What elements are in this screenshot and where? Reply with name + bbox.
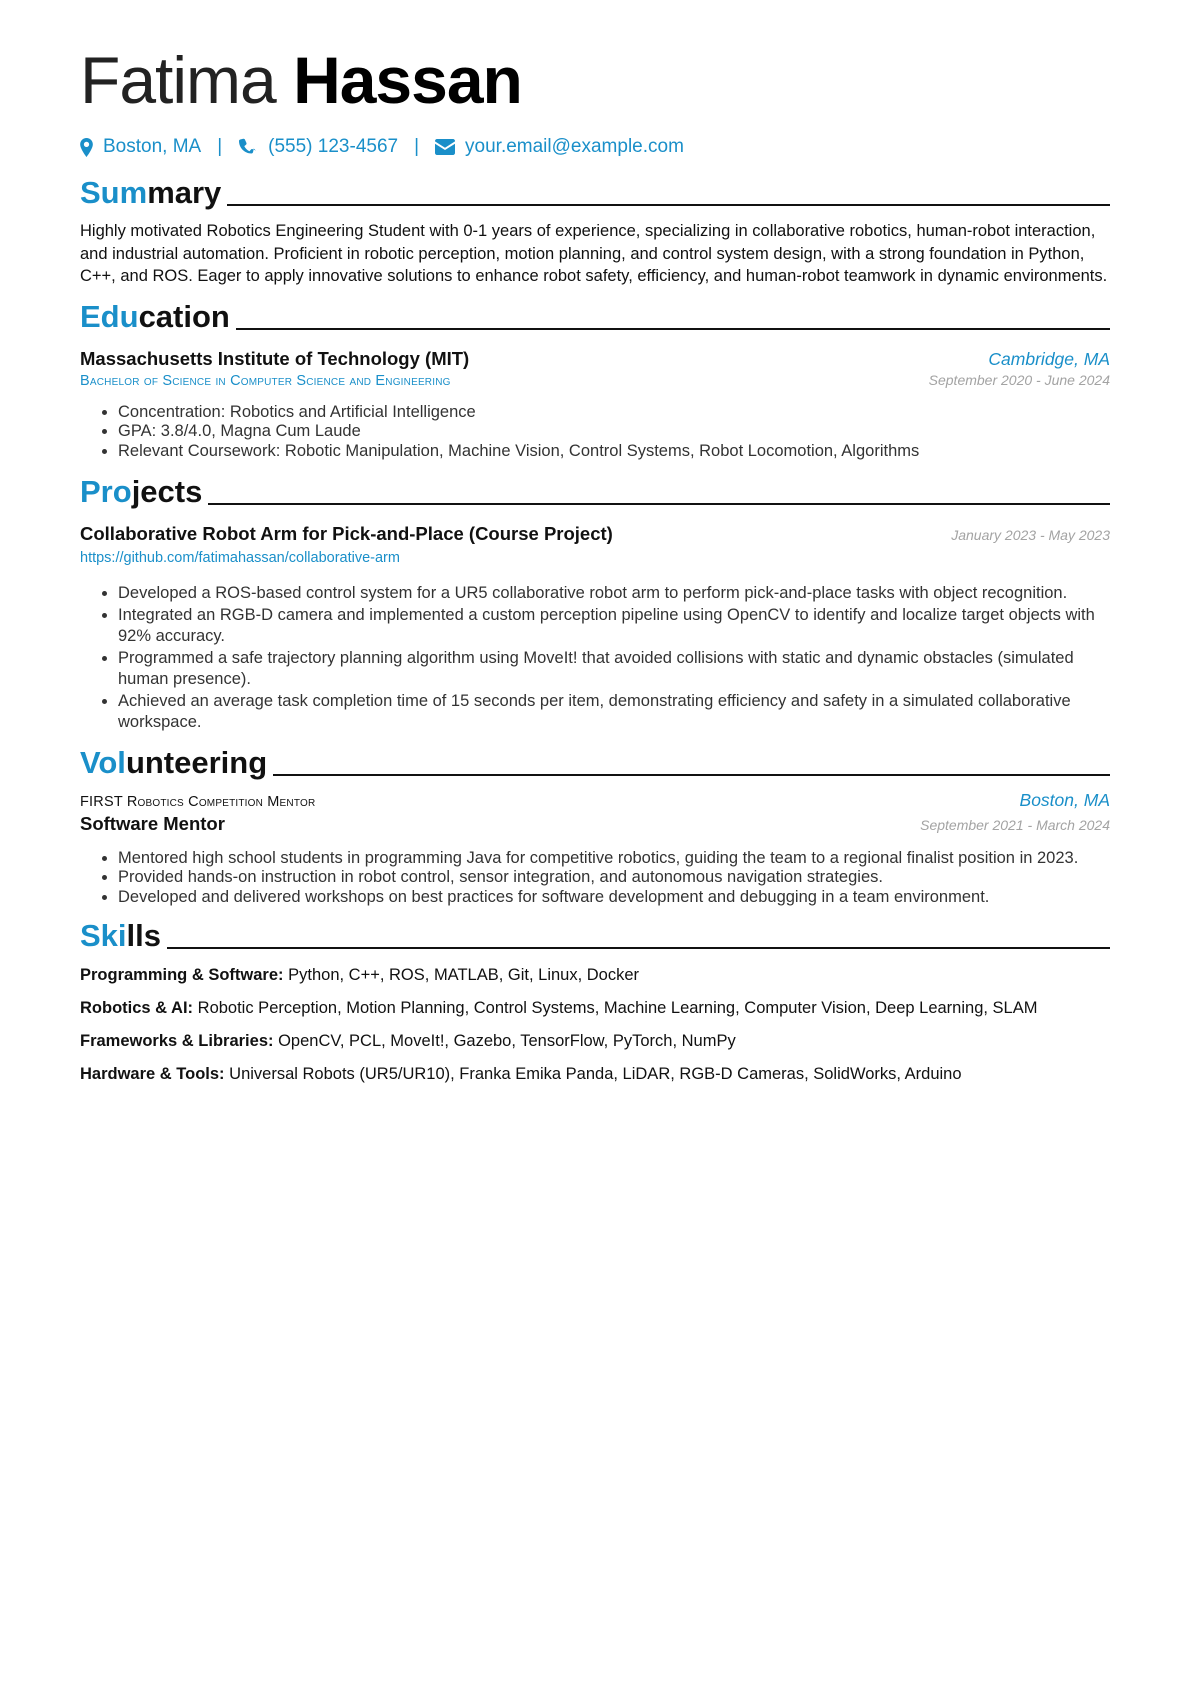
education-sub-row xyxy=(80,372,1110,389)
section-rule xyxy=(236,328,1110,330)
volunteer-location: Boston, MA xyxy=(1019,789,1110,810)
school-name: Massachusetts Institute of Technology (MIT) xyxy=(80,347,470,369)
skill-label: Frameworks & Libraries: xyxy=(80,1032,274,1050)
list-item: • Concentration: Robotics and Artificial Intelligence xyxy=(118,403,1110,423)
skill-row xyxy=(80,997,1110,1019)
education-header-row xyxy=(80,348,1110,370)
degree: Bachelor of Science in Computer Science and Engineering xyxy=(80,372,451,389)
skill-value: Universal Robots (UR5/UR10), Franka Emika Panda, LiDAR, RGB-D Cameras, SolidWorks, Arduino xyxy=(229,1065,962,1083)
skill-label: Programming & Software: xyxy=(80,966,284,984)
summary-text: Highly motivated Robotics Engineering Student with 0-1 years of experience, specializing in collaborative robotics, human-robot interaction, and industrial automation. Proficient in robotic perception, motion planning, and control system design, with a strong foundation in Python, C++, and ROS. Eager to apply innovative solutions to enhance robot safety, efficiency, and human-robot teamwork in dynamic environments. xyxy=(80,222,1108,285)
map-marker-icon xyxy=(80,138,93,157)
project-link[interactable]: https://github.com/fatimahassan/collaborative-arm xyxy=(80,550,400,566)
phone-text: (555) 123-4567 xyxy=(268,136,399,157)
email-text: your.email@example.com xyxy=(465,136,684,157)
list-item: • Achieved an average task completion time of 15 seconds per item, demonstrating efficiency and safety in a simulated collaborative workspace. xyxy=(118,691,1110,734)
education-dates: September 2020 - June 2024 xyxy=(928,371,1110,388)
contact-location xyxy=(80,136,201,158)
volunteering-heading xyxy=(80,742,1110,780)
location-text: Boston, MA xyxy=(103,136,202,157)
title-accent: Sum xyxy=(80,175,148,210)
skills-list xyxy=(80,964,1110,1085)
volunteer-organization: FIRST Robotics Competition Mentor xyxy=(80,793,316,810)
volunteering-entry xyxy=(80,790,1110,908)
list-item: • Programmed a safe trajectory planning algorithm using MoveIt! that avoided collisions with static and dynamic obstacles (simulated human presence). xyxy=(118,648,1110,691)
skill-value: OpenCV, PCL, MoveIt!, Gazebo, TensorFlow, PyTorch, NumPy xyxy=(278,1032,736,1050)
section-title xyxy=(80,300,230,334)
project-link-row xyxy=(80,549,1110,567)
contact-separator: | xyxy=(217,136,223,157)
section-title xyxy=(80,475,202,509)
envelope-icon xyxy=(435,139,455,155)
section-title xyxy=(80,746,267,780)
title-accent: Ski xyxy=(80,918,127,953)
project-bullets xyxy=(80,583,1110,734)
list-item: • Developed and delivered workshops on best practices for software development and debugging in a team environment. xyxy=(118,888,1110,908)
skill-row xyxy=(80,964,1110,986)
title-accent: Pro xyxy=(80,474,132,509)
skill-row xyxy=(80,1063,1110,1085)
project-dates: January 2023 - May 2023 xyxy=(951,527,1110,543)
title-accent: Edu xyxy=(80,298,139,334)
title-rest: cation xyxy=(138,298,230,334)
education-bullets xyxy=(80,403,1110,462)
candidate-name xyxy=(80,40,1110,120)
list-item: • Provided hands-on instruction in robot control, sensor integration, and autonomous navigation strategies. xyxy=(118,868,1110,888)
education-heading xyxy=(80,296,1110,334)
section-title xyxy=(80,919,161,953)
project-title: Collaborative Robot Arm for Pick-and-Place (Course Project) xyxy=(80,523,613,544)
section-rule xyxy=(208,503,1110,505)
volunteering-sub-row xyxy=(80,813,1110,835)
volunteer-dates: September 2021 - March 2024 xyxy=(920,816,1110,833)
section-rule xyxy=(167,947,1110,949)
list-item: • GPA: 3.8/4.0, Magna Cum Laude xyxy=(118,422,1110,442)
contact-email[interactable] xyxy=(435,136,684,158)
section-rule xyxy=(273,774,1110,776)
list-item: • Integrated an RGB-D camera and implemented a custom perception pipeline using OpenCV to identify and localize target objects with 92% accuracy. xyxy=(118,605,1110,648)
skill-row xyxy=(80,1030,1110,1052)
phone-icon xyxy=(238,137,258,157)
section-title xyxy=(80,176,221,210)
summary-heading xyxy=(80,172,1110,210)
contact-bar xyxy=(80,132,1110,162)
list-item: • Relevant Coursework: Robotic Manipulation, Machine Vision, Control Systems, Robot Locomotion, Algorithms xyxy=(118,442,1110,462)
title-rest: unteering xyxy=(125,744,268,780)
contact-separator: | xyxy=(414,136,420,157)
skill-value: Python, C++, ROS, MATLAB, Git, Linux, Docker xyxy=(288,966,640,984)
first-name: Fatima xyxy=(80,43,276,117)
contact-phone[interactable] xyxy=(238,136,398,158)
last-name: Hassan xyxy=(293,43,522,117)
title-rest: lls xyxy=(126,918,161,953)
project-header-row xyxy=(80,523,1110,545)
skill-value: Robotic Perception, Motion Planning, Control Systems, Machine Learning, Computer Vision, Deep Learning, SLAM xyxy=(197,999,1038,1017)
title-accent: Vol xyxy=(80,744,126,780)
title-rest: jects xyxy=(131,474,203,509)
volunteering-header-row xyxy=(80,790,1110,811)
projects-heading xyxy=(80,471,1110,509)
volunteer-role: Software Mentor xyxy=(80,812,225,834)
school-location: Cambridge, MA xyxy=(988,348,1110,369)
project-entry xyxy=(80,523,1110,734)
skills-heading xyxy=(80,915,1110,953)
title-rest: mary xyxy=(147,175,222,210)
education-entry xyxy=(80,348,1110,462)
skill-label: Hardware & Tools: xyxy=(80,1065,225,1083)
volunteering-bullets xyxy=(80,849,1110,908)
list-item: • Mentored high school students in programming Java for competitive robotics, guiding the team to a regional finalist position in 2023. xyxy=(118,849,1110,869)
section-rule xyxy=(227,204,1110,206)
list-item: • Developed a ROS-based control system for a UR5 collaborative robot arm to perform pick-and-place tasks with object recognition. xyxy=(118,583,1110,605)
skill-label: Robotics & AI: xyxy=(80,999,194,1017)
